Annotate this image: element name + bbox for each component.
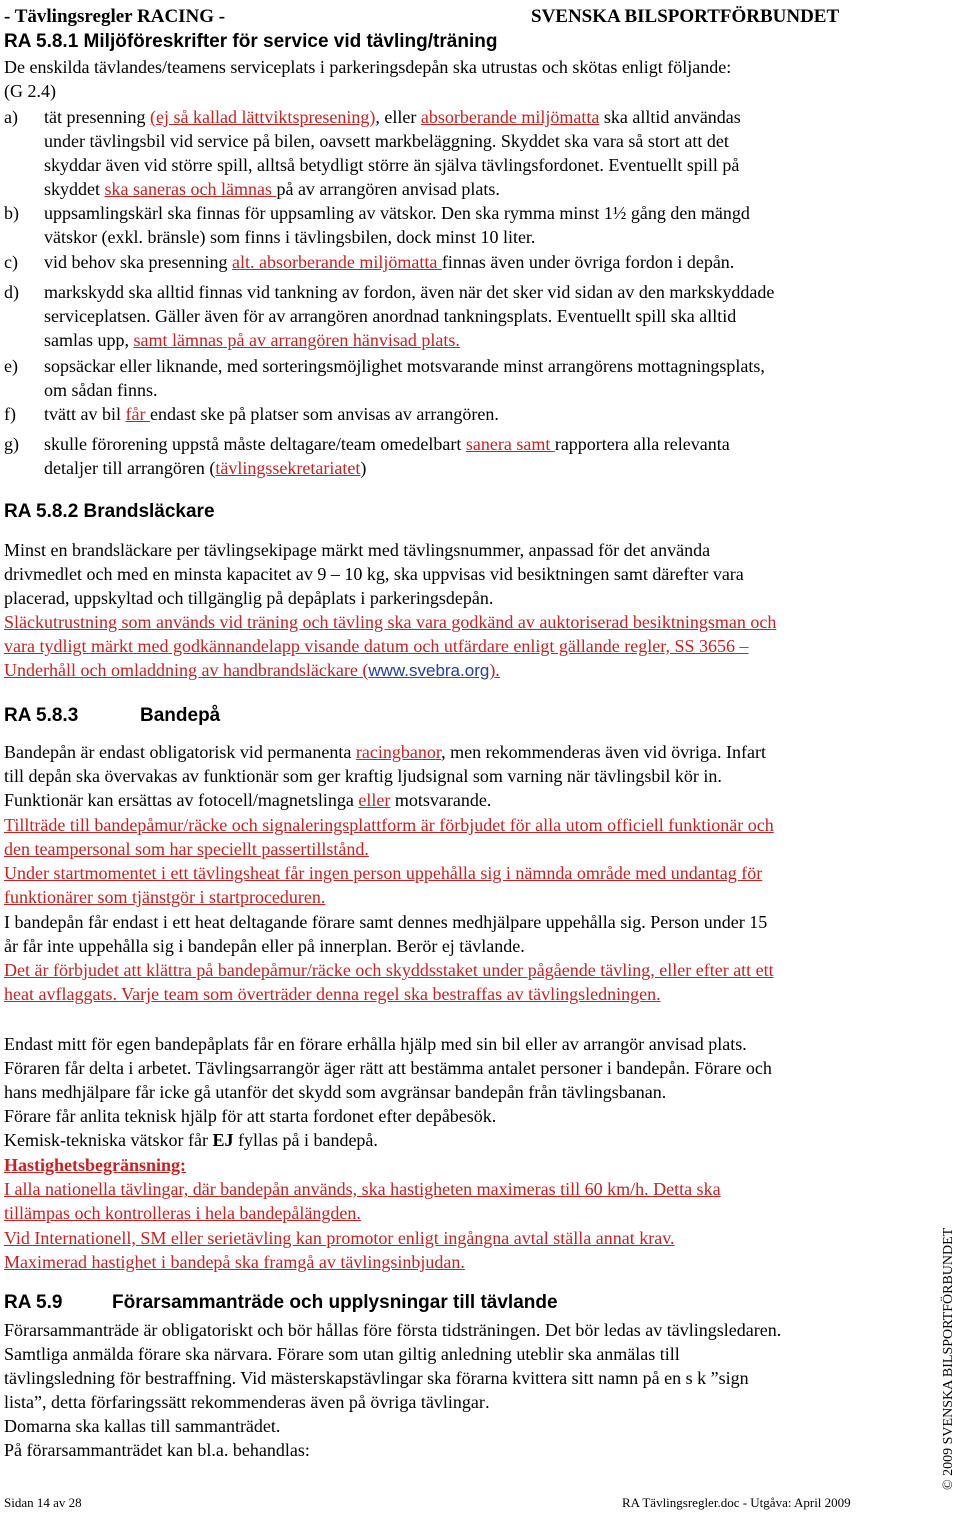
revision-text: alt. absorberande miljömatta bbox=[231, 252, 442, 272]
revision-text: får bbox=[125, 404, 150, 424]
text: ). bbox=[489, 660, 500, 680]
paragraph-line: hans medhjälpare får icke gå utanför det skydd som avgränsar bandepån från tävlingsbanan. bbox=[4, 1082, 667, 1102]
text: ) bbox=[360, 458, 367, 478]
list-marker-f: f) bbox=[4, 404, 16, 424]
section-number-5-8-3: RA 5.8.3 bbox=[4, 705, 79, 726]
list-item-b-line2: vätskor (exkl. bränsle) som finns i tävlingsbilen, dock minst 10 liter. bbox=[44, 227, 536, 247]
text: fyllas på i bandepå. bbox=[233, 1130, 378, 1150]
text: , eller bbox=[375, 107, 421, 127]
text: skulle förorening uppstå måste deltagare/team omedelbart bbox=[44, 434, 466, 454]
text: lista”, detta förfaringssätt rekommenderas även på övriga tävlingar bbox=[4, 1392, 485, 1412]
paragraph-line: Samtliga anmälda förare ska närvara. Förare som utan giltig anledning uteblir ska anmälas till bbox=[4, 1344, 680, 1364]
list-item-c-line1 bbox=[44, 250, 734, 274]
text: Bandepån är endast obligatorisk vid permanenta bbox=[4, 742, 356, 762]
revision-text: absorberande miljömatta bbox=[420, 107, 600, 127]
paragraph-line bbox=[4, 788, 491, 812]
paragraph-line: tävlingsledning för bestraffning. Vid mästerskapstävlingar ska förarna kvittera sitt namn på en s k ”sign bbox=[4, 1368, 749, 1388]
footer-page-number: Sidan 14 av 28 bbox=[4, 1495, 82, 1510]
text: rapportera alla relevanta bbox=[554, 434, 730, 454]
text: tvätt av bil bbox=[44, 404, 126, 424]
paragraph-line: drivmedlet och med en minsta kapacitet av 9 – 10 kg, ska uppvisas vid besiktningen samt därefter vara bbox=[4, 564, 744, 584]
intro-line: De enskilda tävlandes/teamens serviceplats i parkeringsdepån ska utrustas och skötas enligt följande: bbox=[4, 57, 732, 77]
paragraph-line: Minst en brandsläckare per tävlingsekipage märkt med tävlingsnummer, anpassad för det använda bbox=[4, 540, 711, 560]
list-marker-g: g) bbox=[4, 434, 19, 454]
revision-text: tävlingssekretariatet bbox=[215, 458, 361, 478]
text: Funktionär kan ersättas av fotocell/magnetslinga bbox=[4, 790, 359, 810]
paragraph-line: Domarna ska kallas till sammanträdet. bbox=[4, 1416, 281, 1436]
revision-line: Vid Internationell, SM eller serietävling kan promotor enligt ingångna avtal ställa annat krav. bbox=[4, 1228, 675, 1248]
intro-ref: (G 2.4) bbox=[4, 81, 56, 101]
speed-limit-heading: Hastighetsbegränsning: bbox=[4, 1155, 187, 1175]
text: på av arrangören anvisad plats. bbox=[276, 179, 500, 199]
list-marker-a: a) bbox=[4, 107, 18, 127]
list-item-g-line2 bbox=[44, 456, 366, 480]
revision-line: Det är förbjudet att klättra på bandepåmur/räcke och skyddsstaket under pågående tävling, eller efter att ett bbox=[4, 960, 774, 980]
revision-text: eller bbox=[358, 790, 391, 810]
revision-text: samt lämnas på av arrangören hänvisad plats. bbox=[133, 330, 460, 350]
paragraph-line: år får inte uppehålla sig i bandepån eller på innerplan. Berör ej tävlande. bbox=[4, 936, 525, 956]
list-marker-b: b) bbox=[4, 203, 19, 223]
revision-line: tillämpas och kontrolleras i hela bandepålängden. bbox=[4, 1203, 361, 1223]
paragraph-line: till depån ska övervakas av funktionär som ger kraftig ljudsignal som varning när tävlingsbil kör in. bbox=[4, 766, 722, 786]
text: tät presenning bbox=[44, 107, 150, 127]
list-marker-c: c) bbox=[4, 252, 18, 272]
revision-line: Under startmomentet i ett tävlingsheat får ingen person uppehålla sig i nämnda område med undantag för bbox=[4, 863, 763, 883]
list-marker-d: d) bbox=[4, 282, 19, 302]
paragraph-line: placerad, uppskyltad och tillgänglig på depåplats i parkeringsdepån. bbox=[4, 588, 494, 608]
header-left: - Tävlingsregler RACING - bbox=[4, 6, 226, 27]
section-title-5-8-2: RA 5.8.2 Brandsläckare bbox=[4, 501, 215, 522]
text: , men rekommenderas även vid övriga. Infart bbox=[441, 742, 767, 762]
header-right: SVENSKA BILSPORTFÖRBUNDET bbox=[531, 6, 840, 27]
list-item-a-line2: under tävlingsbil vid service på bilen, oavsett markbeläggning. Skyddet ska vara så stort att det bbox=[44, 131, 729, 151]
revision-line: funktionärer som tjänstgör i startproceduren. bbox=[4, 887, 326, 907]
text: Underhåll och omladdning av handbrandsläckare ( bbox=[4, 660, 369, 680]
paragraph-line: På förarsammanträdet kan bl.a. behandlas: bbox=[4, 1440, 310, 1460]
list-item-e-line1: sopsäckar eller liknande, med sorteringsmöjlighet motsvarande minst arrangörens mottagningsplats, bbox=[44, 356, 765, 376]
list-item-d-line1: markskydd ska alltid finnas vid tankning av fordon, även när det sker vid sidan av den markskyddade bbox=[44, 282, 775, 302]
text: endast ske på platser som anvisas av arrangören. bbox=[149, 404, 499, 424]
text: . bbox=[484, 1392, 490, 1412]
paragraph-line: Endast mitt för egen bandepåplats får en förare erhålla hjälp med sin bil eller av arrangör anvisad plats. bbox=[4, 1034, 747, 1054]
text: samlas upp, bbox=[44, 330, 134, 350]
list-item-a-line4 bbox=[44, 177, 500, 201]
copyright-side-text: © 2009 SVENSKA BILSPORTFÖRBUNDET bbox=[941, 1227, 956, 1490]
list-marker-e: e) bbox=[4, 356, 18, 376]
svebra-link[interactable]: www.svebra.org bbox=[368, 661, 490, 680]
paragraph-line bbox=[4, 1128, 378, 1152]
paragraph-line: Föraren får delta i arbetet. Tävlingsarrangör äger rätt att bestämma antalet personer i bandepån. Förare och bbox=[4, 1058, 772, 1078]
text: vid behov ska presenning bbox=[44, 252, 232, 272]
text: Kemisk-tekniska vätskor får bbox=[4, 1130, 213, 1150]
list-item-f-line1 bbox=[44, 402, 499, 426]
section-title-5-8-1: RA 5.8.1 Miljöföreskrifter för service vid tävling/träning bbox=[4, 31, 498, 52]
revision-line: I alla nationella tävlingar, där bandepån används, ska hastigheten maximeras till 60 km/h. Detta ska bbox=[4, 1179, 721, 1199]
footer-document-info: RA Tävlingsregler.doc - Utgåva: April 2009 bbox=[622, 1495, 851, 1510]
revision-line: vara tydligt märkt med godkännandelapp visande datum och utfärdare enligt gällande regler, SS 3656 – bbox=[4, 636, 749, 656]
revision-line: heat avflaggats. Varje team som överträder denna regel ska bestraffas av tävlingsledningen. bbox=[4, 984, 661, 1004]
text: ska alltid användas bbox=[599, 107, 741, 127]
revision-line: Släckutrustning som används vid träning och tävling ska vara godkänd av auktoriserad besiktningsman och bbox=[4, 612, 777, 632]
paragraph-line: Förare får anlita teknisk hjälp för att starta fordonet efter depåbesök. bbox=[4, 1106, 497, 1126]
text: finnas även under övriga fordon i depån. bbox=[441, 252, 735, 272]
paragraph-line bbox=[4, 1390, 490, 1414]
paragraph-line bbox=[4, 740, 766, 764]
section-number-5-9: RA 5.9 bbox=[4, 1292, 63, 1313]
revision-text: racingbanor bbox=[355, 742, 442, 762]
section-name-5-8-3: Bandepå bbox=[140, 705, 221, 726]
list-item-a-line1 bbox=[44, 105, 741, 129]
revision-line bbox=[4, 658, 500, 683]
text: detaljer till arrangören ( bbox=[44, 458, 216, 478]
paragraph-line: Förarsammanträde är obligatoriskt och bör hållas före första tidsträningen. Det bör ledas av tävlingsledaren. bbox=[4, 1320, 782, 1340]
emphasis-text: EJ bbox=[212, 1130, 234, 1150]
revision-text: (ej så kallad lättviktspresening) bbox=[149, 107, 376, 127]
list-item-a-line3: skyddar även vid större spill, alltså betydligt större än själva tävlingsfordonet. Eventuellt spill på bbox=[44, 155, 740, 175]
revision-text: sanera samt bbox=[465, 434, 555, 454]
list-item-b-line1: uppsamlingskärl ska finnas för uppsamling av vätskor. Den ska rymma minst 1½ gång den mängd bbox=[44, 203, 750, 223]
text: motsvarande. bbox=[390, 790, 492, 810]
section-name-5-9: Förarsammanträde och upplysningar till tävlande bbox=[112, 1292, 558, 1313]
list-item-d-line2: serviceplatsen. Gäller även för av arrangören anordnad tankningsplats. Eventuellt spill ska alltid bbox=[44, 306, 737, 326]
revision-text: ska saneras och lämnas bbox=[104, 179, 277, 199]
text: skyddet bbox=[44, 179, 105, 199]
list-item-d-line3 bbox=[44, 328, 460, 352]
paragraph-line: I bandepån får endast i ett heat deltagande förare samt dennes medhjälpare uppehålla sig. Person under 15 bbox=[4, 912, 768, 932]
list-item-g-line1 bbox=[44, 432, 730, 456]
list-item-e-line2: om sådan finns. bbox=[44, 380, 158, 400]
revision-line: Tillträde till bandepåmur/räcke och signaleringsplattform är förbjudet för alla utom officiell funktionär och bbox=[4, 815, 774, 835]
revision-line: den teampersonal som har speciellt passertillstånd. bbox=[4, 839, 369, 859]
revision-line: Maximerad hastighet i bandepå ska framgå av tävlingsinbjudan. bbox=[4, 1252, 465, 1272]
